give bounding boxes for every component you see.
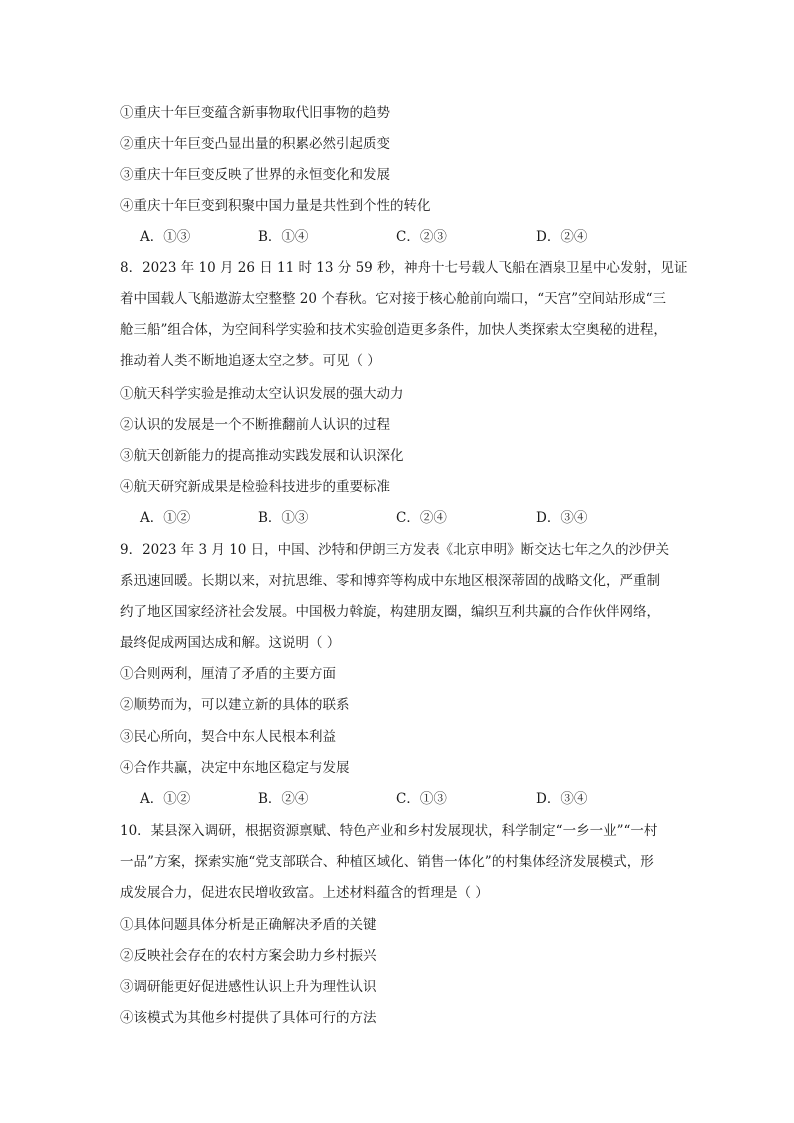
q10-stem-line-1: 10．某县深入调研，根据资源禀赋、特色产业和乡村发展现状，科学制定“一乡一业”“一村 bbox=[120, 823, 658, 839]
q8-option-d[interactable]: D．③④ bbox=[536, 510, 588, 526]
q10-choice-2: ②反映社会存在的农村方案会助力乡村振兴 bbox=[120, 948, 377, 964]
q9-option-a[interactable]: A．①② bbox=[140, 791, 191, 807]
q7-choice-1: ①重庆十年巨变蕴含新事物取代旧事物的趋势 bbox=[120, 105, 390, 121]
q9-choice-3: ③民心所向，契合中东人民根本利益 bbox=[120, 729, 336, 745]
q9-choice-1: ①合则两利，厘清了矛盾的主要方面 bbox=[120, 666, 336, 682]
q9-option-d[interactable]: D．③④ bbox=[536, 791, 588, 807]
q8-answer-options bbox=[140, 509, 660, 527]
q8-stem-line-3: 舱三船”组合体，为空间科学实验和技术实验创造更多条件，加快人类探索太空奥秘的进程， bbox=[120, 322, 667, 338]
q7-choice-2: ②重庆十年巨变凸显出量的积累必然引起质变 bbox=[120, 136, 390, 152]
q8-choice-1: ①航天科学实验是推动太空认识发展的强大动力 bbox=[120, 386, 404, 402]
q9-stem-line-4: 最终促成两国达成和解。这说明（ ） bbox=[120, 635, 341, 651]
q9-option-c[interactable]: C．①③ bbox=[396, 791, 447, 807]
q8-choice-4: ④航天研究新成果是检验科技进步的重要标准 bbox=[120, 479, 390, 495]
q7-option-d[interactable]: D．②④ bbox=[536, 229, 588, 245]
q10-stem-line-3: 成发展合力，促进农民增收致富。上述材料蕴含的哲理是（ ） bbox=[120, 885, 489, 901]
q8-option-a[interactable]: A．①② bbox=[140, 510, 191, 526]
q8-stem-line-4: 推动着人类不断地追逐太空之梦。可见（ ） bbox=[120, 353, 381, 369]
q7-option-a[interactable]: A．①③ bbox=[140, 229, 191, 245]
q9-stem-line-3: 约了地区国家经济社会发展。中国极力斡旋，构建朋友圈，编织互利共赢的合作伙伴网络， bbox=[120, 604, 660, 620]
q7-answer-options bbox=[140, 228, 660, 246]
q9-stem-line-1: 9．2023 年 3 月 10 日，中国、沙特和伊朗三方发表《北京申明》断交达七年之久的沙伊关 bbox=[120, 542, 670, 558]
q8-option-c[interactable]: C．②④ bbox=[396, 510, 447, 526]
q7-option-c[interactable]: C．②③ bbox=[396, 229, 447, 245]
q10-choice-1: ①具体问题具体分析是正确解决矛盾的关键 bbox=[120, 917, 377, 933]
q8-stem-line-1: 8．2023 年 10 月 26 日 11 时 13 分 59 秒，神舟十七号载人飞船在酒泉卫星中心发射，见证 bbox=[120, 260, 688, 276]
q7-choice-3: ③重庆十年巨变反映了世界的永恒变化和发展 bbox=[120, 167, 390, 183]
q10-choice-3: ③调研能更好促进感性认识上升为理性认识 bbox=[120, 979, 377, 995]
q8-option-b[interactable]: B．①③ bbox=[258, 510, 309, 526]
q8-stem-line-2: 着中国载人飞船遨游太空整整 20 个春秋。它对接于核心舱前向端口，“天宫”空间站形成“三 bbox=[120, 291, 666, 307]
q9-answer-options bbox=[140, 790, 660, 808]
q9-stem-line-2: 系迅速回暖。长期以来，对抗思维、零和博弈等构成中东地区根深蒂固的战略文化，严重制 bbox=[120, 573, 660, 589]
q9-option-b[interactable]: B．②④ bbox=[258, 791, 309, 807]
q8-choice-3: ③航天创新能力的提高推动实践发展和认识深化 bbox=[120, 448, 404, 464]
q7-option-b[interactable]: B．①④ bbox=[258, 229, 309, 245]
q8-choice-2: ②认识的发展是一个不断推翻前人认识的过程 bbox=[120, 417, 390, 433]
q10-choice-4: ④该模式为其他乡村提供了具体可行的方法 bbox=[120, 1010, 377, 1026]
q9-choice-2: ②顺势而为，可以建立新的具体的联系 bbox=[120, 697, 350, 713]
q7-choice-4: ④重庆十年巨变到积聚中国力量是共性到个性的转化 bbox=[120, 198, 431, 214]
q10-stem-line-2: 一品”方案，探索实施“党支部联合、种植区域化、销售一体化”的村集体经济发展模式，形 bbox=[120, 854, 654, 870]
q9-choice-4: ④合作共赢，决定中东地区稳定与发展 bbox=[120, 760, 350, 776]
